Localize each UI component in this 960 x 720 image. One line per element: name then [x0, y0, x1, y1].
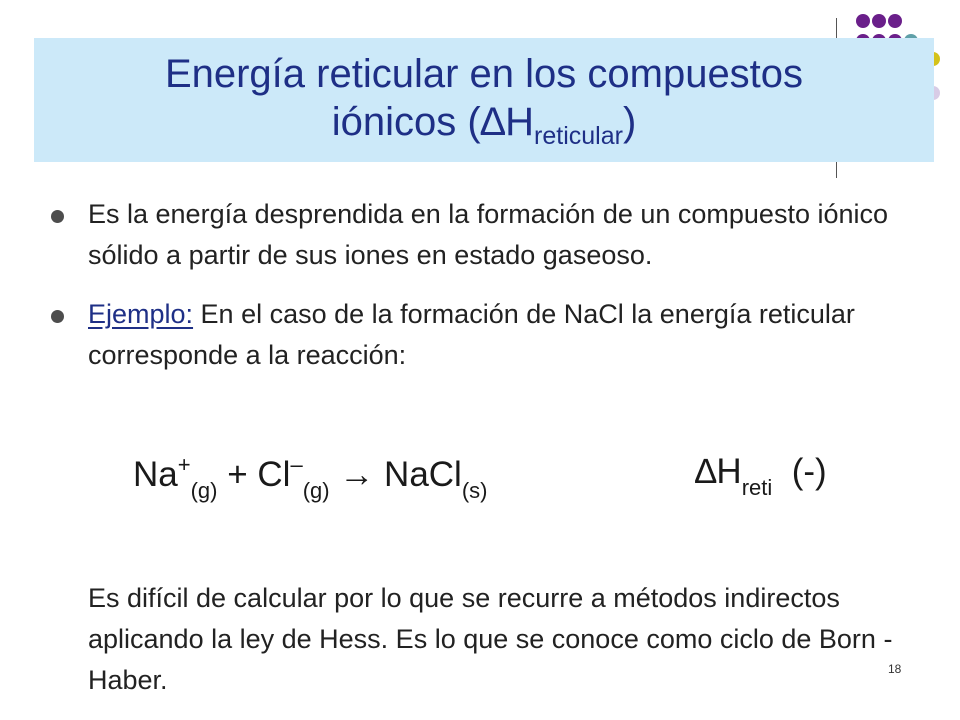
dot	[888, 14, 902, 28]
delta-h-subscript: reti	[741, 475, 773, 500]
divider-line	[836, 160, 837, 178]
reaction	[133, 452, 488, 504]
na-charge: +	[177, 452, 191, 477]
cl-charge: –	[290, 452, 303, 477]
bullet-list	[88, 194, 928, 394]
title-text: iónicos (	[331, 100, 481, 144]
bullet-item	[88, 194, 928, 276]
bullet-text: En el caso de la formación de NaCl la energía reticular corresponde a la reacción:	[88, 299, 855, 370]
bullet-dot-icon	[51, 310, 64, 323]
explanation-paragraph: Es difícil de calcular por lo que se recurre a métodos indirectos aplicando la ley de Hess. Es lo que se conoce como ciclo de Born - Haber.	[88, 583, 893, 695]
dot	[872, 14, 886, 28]
bullet-item	[88, 294, 928, 376]
enthalpy-sign: (-)	[791, 452, 827, 491]
bullet-dot-icon	[51, 210, 64, 223]
title-subscript: reticular	[534, 122, 623, 150]
dot	[856, 14, 870, 28]
title-line-1: Energía reticular en los compuestos	[164, 52, 804, 96]
na-symbol: Na	[133, 455, 178, 494]
slide-title	[34, 38, 934, 162]
na-state: (g)	[190, 478, 218, 503]
delta-h: ∆H	[695, 452, 742, 491]
nacl-state: (s)	[461, 478, 488, 503]
bullet-text: Es la energía desprendida en la formación de un compuesto iónico sólido a partir de sus iones en estado gaseoso.	[88, 199, 889, 270]
title-delta-h: ∆H	[480, 100, 535, 144]
title-line-2	[34, 98, 934, 160]
enthalpy	[695, 452, 827, 501]
ejemplo-label: Ejemplo:	[88, 299, 194, 329]
title-close-paren: )	[622, 100, 637, 144]
arrow-nacl: → NaCl	[329, 455, 462, 494]
page-number: 18	[888, 662, 902, 676]
cl-state: (g)	[302, 478, 330, 503]
plus-cl: + Cl	[217, 455, 291, 494]
divider-line	[836, 18, 837, 38]
